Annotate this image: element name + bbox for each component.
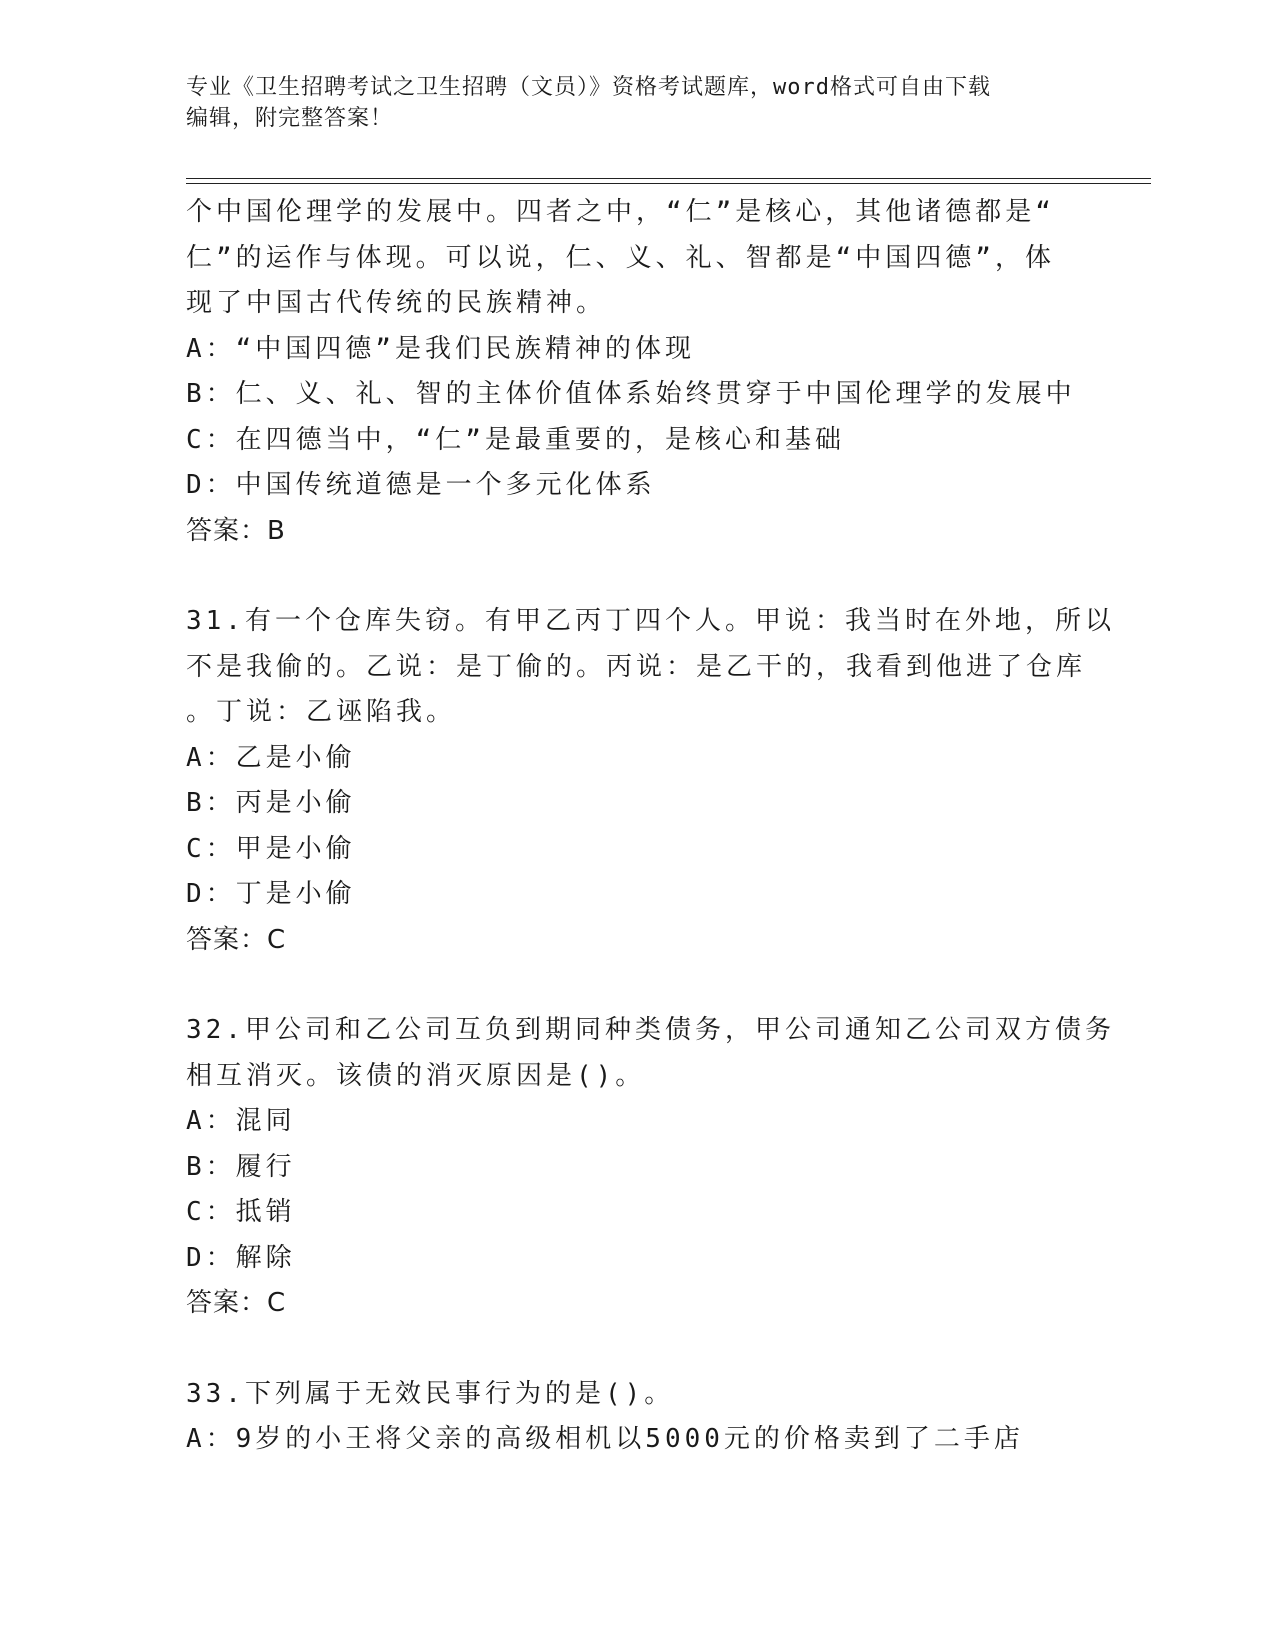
answer-label: 答案：C [186, 924, 287, 955]
question-list [186, 190, 1115, 1463]
option-d: D：解除 [186, 1242, 296, 1273]
answer-label: 答案：B [186, 515, 286, 546]
option-c: C：甲是小偷 [186, 833, 356, 864]
option-d: D：丁是小偷 [186, 879, 356, 909]
header-rule-bottom [186, 183, 1151, 184]
question-stem-line: 不是我偷的。乙说：是丁偷的。丙说：是乙干的，我看到他进了仓库 [186, 651, 1087, 682]
document-header [186, 72, 1086, 134]
header-line-2: 编辑，附完整答案！ [186, 106, 394, 131]
question-32 [186, 1008, 1115, 1327]
spacer [186, 963, 1076, 1008]
option-c: C：抵销 [186, 1197, 296, 1227]
option-a: A：乙是小偷 [186, 742, 356, 773]
question-stem-line: 31.有一个仓库失窃。有甲乙丙丁四个人。甲说：我当时在外地，所以 [186, 606, 1115, 636]
question-stem-line: 32.甲公司和乙公司互负到期同种类债务，甲公司通知乙公司双方债务 [186, 1015, 1115, 1045]
spacer [186, 1327, 1076, 1372]
question-stem-line: 相互消灭。该债的消灭原因是()。 [186, 1060, 646, 1091]
option-d: D：中国传统道德是一个多元化体系 [186, 470, 656, 500]
option-a: A：混同 [186, 1106, 296, 1136]
header-rule-top [186, 178, 1151, 179]
option-b: B：丙是小偷 [186, 788, 356, 818]
option-c: C：在四德当中，“仁”是最重要的，是核心和基础 [186, 424, 845, 455]
question-31 [186, 599, 1115, 963]
answer-label: 答案：C [186, 1288, 287, 1318]
spacer [186, 554, 1076, 599]
question-stem-line: 现了中国古代传统的民族精神。 [186, 288, 607, 318]
option-b: B：仁、义、礼、智的主体价值体系始终贯穿于中国伦理学的发展中 [186, 379, 1076, 409]
option-a: A：9岁的小王将父亲的高级相机以5000元的价格卖到了二手店 [186, 1424, 1024, 1454]
question-30 [186, 190, 1076, 554]
question-stem-line: 33.下列属于无效民事行为的是()。 [186, 1378, 675, 1409]
question-stem-line: 仁”的运作与体现。可以说，仁、义、礼、智都是“中国四德”，体 [186, 242, 1055, 273]
question-stem-line: 个中国伦理学的发展中。四者之中，“仁”是核心，其他诸德都是“ [186, 197, 1055, 227]
header-line-1: 专业《卫生招聘考试之卫生招聘（文员）》资格考试题库，word格式可自由下载 [186, 75, 991, 100]
option-b: B：履行 [186, 1151, 296, 1182]
question-33 [186, 1372, 1076, 1463]
question-stem-line: 。丁说：乙诬陷我。 [186, 697, 457, 727]
option-a: A：“中国四德”是我们民族精神的体现 [186, 333, 695, 364]
